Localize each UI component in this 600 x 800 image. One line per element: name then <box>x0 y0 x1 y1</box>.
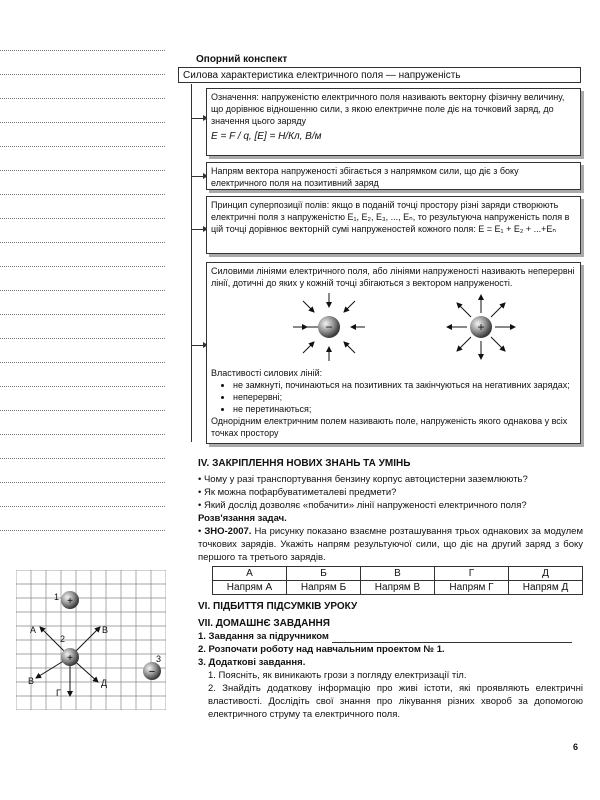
question-text: Який дослід дозволяє «побачити» лінії напруженості електричного поля? <box>203 500 527 511</box>
charge-1-sign: + <box>67 596 73 607</box>
question-text: Як можна пофарбуватиметалеві предмети? <box>203 487 397 498</box>
margin-line <box>0 218 165 219</box>
table-cell: Напрям А <box>213 581 287 595</box>
uniform-field-text: Однорідним електричним полем називають поле, напруженість якого однакова у всіх точках простору <box>211 416 568 438</box>
label-A: А <box>30 625 37 635</box>
margin-line <box>0 530 165 531</box>
margin-line <box>0 242 165 243</box>
label-3: 3 <box>156 654 162 664</box>
list-item: • Як можна пофарбуватиметалеві предмети? <box>198 487 397 498</box>
margin-line <box>0 194 165 195</box>
field-lines-text: Силовими лініями електричного поля, або лініями напруженості називають неперервні лінії, дотичні до яких у кожній точці збігаються з вектором напруженості. <box>211 266 575 288</box>
table-cell: Напрям В <box>361 581 435 595</box>
margin-line <box>0 506 165 507</box>
table-cell: Напрям Г <box>435 581 509 595</box>
margin-line <box>0 434 165 435</box>
margin-line <box>0 362 165 363</box>
question-list <box>198 473 583 512</box>
table-cell: А <box>213 567 287 581</box>
table-row <box>213 581 583 595</box>
section-homework <box>198 618 583 721</box>
list-item: • неперервні; <box>233 391 576 403</box>
answer-table <box>212 566 583 595</box>
page-title: Опорний конспект <box>196 54 288 65</box>
positive-charge <box>447 295 515 359</box>
charge-3-sign: − <box>148 666 156 678</box>
table-cell: Напрям Б <box>287 581 361 595</box>
properties-title: Властивості силових ліній: <box>211 368 323 378</box>
question-text: Чому у разі транспортування бензину корпус автоцистерни заземлюють? <box>203 474 528 485</box>
direction-box <box>206 162 581 190</box>
definition-text: Означення: напруженістю електричного поля називають векторну фізичну величину, що дорівнює відношенню сили, з якою електричне поле діє на точковий заряд, до значення цього заряду <box>211 92 565 126</box>
table-cell: Г <box>435 567 509 581</box>
direction-text: Напрям вектора напруженості збігається з напрямком сили, що діє з боку електричного поля на позитивний заряд <box>211 166 519 188</box>
table-cell: В <box>361 567 435 581</box>
superposition-text: Принцип суперпозиції полів: якщо в поданій точці простору різні заряди створюють електричні поля з напруженістю E₁, E₂, E₃, ..., Eₙ, то результуюча напруженість поля в цій точці дорівнює векторній сумі напруженостей кожного поля: E = E₁ + E₂ + ...+Eₙ <box>211 200 570 234</box>
section-title: IV. ЗАКРІПЛЕННЯ НОВИХ ЗНАНЬ ТА УМІНЬ <box>198 458 411 469</box>
list-item: • не перетинаються; <box>233 403 576 415</box>
margin-line <box>0 146 165 147</box>
extra-task: 2. Знайдіть додаткову інформацію про живі істоти, які проявляють електричні властивості. Дослідіть свої знання про лікування різних хвороб за допомогою електричного струму та електричного поля. <box>208 683 583 720</box>
homework-item <box>198 630 583 643</box>
list-item: • Чому у разі транспортування бензину корпус автоцистерни заземлюють? <box>198 474 528 485</box>
main-concept-box: Силова характеристика електричного поля — напруженість <box>178 67 581 83</box>
section-title: VII. ДОМАШНЄ ЗАВДАННЯ <box>198 618 330 629</box>
answer-line[interactable] <box>332 633 572 643</box>
list-item: • не замкнуті, починаються на позитивних та закінчуються на негативних зарядах; <box>233 379 576 391</box>
tasks-title: Розв'язання задач. <box>198 513 287 524</box>
positive-sign: + <box>477 320 485 334</box>
margin-line <box>0 266 165 267</box>
homework-item: 2. Розпочати роботу над навчальним проектом № 1. <box>198 644 445 655</box>
extra-task: 1. Поясніть, як виникають грози з погляду електризації тіл. <box>208 670 467 681</box>
task-label: ЗНО-2007. <box>204 526 252 537</box>
superposition-box <box>206 196 581 254</box>
field-lines-diagram <box>211 289 576 367</box>
section-title: VI. ПІДБИТТЯ ПІДСУМКІВ УРОКУ <box>198 601 358 612</box>
charges-grid-figure <box>16 570 166 710</box>
table-cell: Б <box>287 567 361 581</box>
properties-list <box>211 379 576 415</box>
label-V: В <box>28 676 35 686</box>
charges-figure <box>211 289 576 367</box>
task-item: • ЗНО-2007. На рисунку показано взаємне розташування трьох однакових за модулем точкових зарядів. Укажіть напрям результуючої сили, що діє на другий заряд з боку першого та третього зарядів. <box>198 526 583 563</box>
margin-line <box>0 290 165 291</box>
definition-box <box>206 88 581 156</box>
section-summary <box>198 601 583 612</box>
table-row <box>213 567 583 581</box>
margin-line <box>0 482 165 483</box>
negative-charge <box>293 293 365 361</box>
section-consolidation <box>198 458 583 595</box>
label-G: Г <box>56 688 61 698</box>
margin-line <box>0 314 165 315</box>
margin-line <box>0 170 165 171</box>
grid-diagram <box>16 570 166 710</box>
margin-line <box>0 98 165 99</box>
charge-2-sign: + <box>67 653 73 664</box>
negative-sign: − <box>325 320 333 334</box>
margin-line <box>0 458 165 459</box>
table-cell: Напрям Д <box>509 581 583 595</box>
homework-item: 3. Додаткові завдання. <box>198 657 306 668</box>
field-lines-box <box>206 262 581 444</box>
label-B: В <box>102 625 109 635</box>
label-1: 1 <box>54 592 60 602</box>
homework-text: 1. Завдання за підручником <box>198 631 329 642</box>
margin-line <box>0 386 165 387</box>
definition-formula: E = F / q, [E] = Н/Кл, В/м <box>211 131 322 142</box>
margin-line <box>0 50 165 51</box>
margin-line <box>0 338 165 339</box>
margin-line <box>0 410 165 411</box>
connector-line <box>191 84 192 442</box>
label-D: Д <box>101 678 108 688</box>
margin-line <box>0 122 165 123</box>
margin-line <box>0 74 165 75</box>
label-2: 2 <box>60 634 66 644</box>
list-item: • Який дослід дозволяє «побачити» лінії напруженості електричного поля? <box>198 500 527 511</box>
task-text: На рисунку показано взаємне розташування трьох однакових за модулем точкових зарядів. Укажіть напрям результуючої сили, що діє на другий заряд з боку першого та третього зарядів. <box>198 526 583 563</box>
grid-lines <box>16 570 166 710</box>
page-number: 6 <box>572 742 578 752</box>
table-cell: Д <box>509 567 583 581</box>
